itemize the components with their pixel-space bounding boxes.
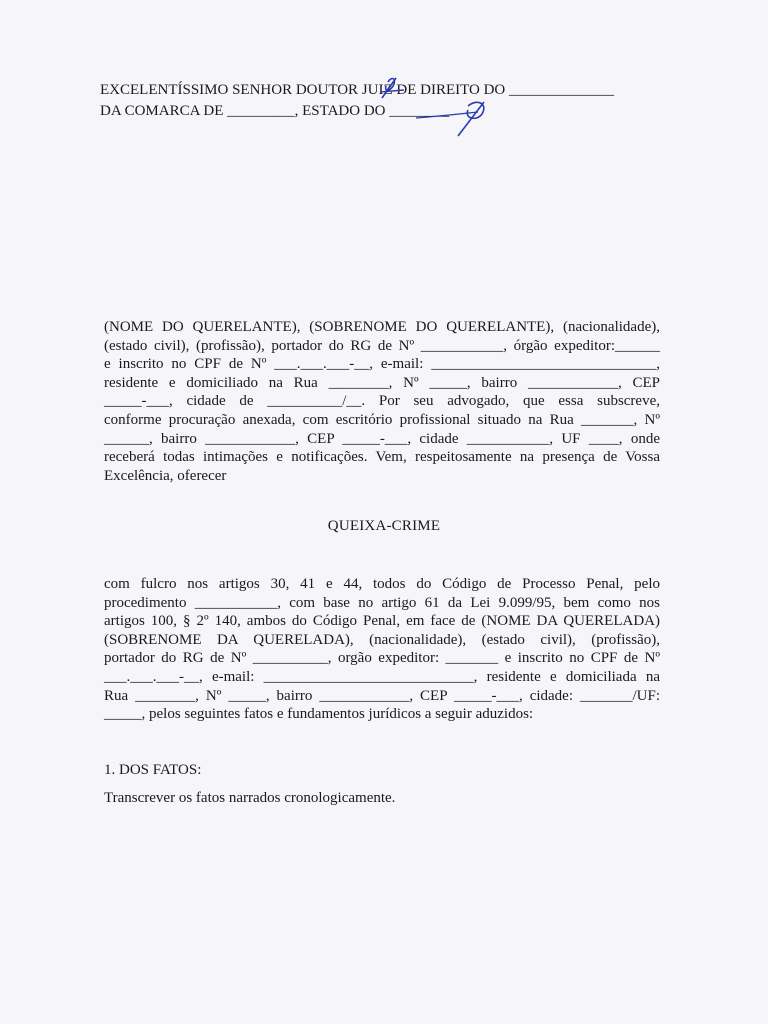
paragraph-line: conforme procuração anexada, com escritório profissional situado na Rua _______, Nº	[104, 411, 660, 428]
document-header	[100, 80, 660, 122]
paragraph-line: (estado civil), (profissão), portador do RG de Nº ___________, órgão expeditor:______	[104, 337, 660, 354]
paragraph-line: procedimento ___________, com base no artigo 61 da Lei 9.099/95, bem como nos	[104, 594, 660, 611]
paragraph-line: _____-___, cidade de __________/__. Por seu advogado, que essa subscreve,	[104, 393, 660, 410]
paragraph-line: artigos 100, § 2º 140, ambos do Código Penal, em face de (NOME DA QUERELADA)	[104, 613, 660, 630]
paragraph-line: ______, bairro ____________, CEP _____-___, cidade ___________, UF ____, onde	[104, 430, 660, 447]
paragraph-line: portador do RG de Nº __________, orgão expeditor: _______ e inscrito no CPF de Nº	[104, 650, 660, 667]
paragraph-line: ___.___.___-__, e-mail: ____________________________, residente e domiciliada na	[104, 668, 660, 685]
paragraph-fundamentos	[104, 575, 660, 724]
document-title: QUEIXA-CRIME	[327, 518, 441, 534]
paragraph-line: Excelência, oferecer	[104, 467, 227, 484]
paragraph-line: (NOME DO QUERELANTE), (SOBRENOME DO QUERELANTE), (nacionalidade),	[104, 319, 660, 335]
paragraph-querelante	[104, 318, 660, 485]
paragraph-line: receberá todas intimações e notificações. Vem, respeitosamente na presença de Vossa	[104, 449, 660, 466]
section-text-fatos: Transcrever os fatos narrados cronologicamente.	[104, 790, 396, 806]
header-line-2: DA COMARCA DE _________, ESTADO DO ________	[100, 103, 450, 119]
paragraph-line: e inscrito no CPF de Nº ___.___.___-__, e-mail: ______________________________,	[104, 356, 660, 373]
section-heading-fatos: 1. DOS FATOS:	[104, 762, 202, 778]
paragraph-line: com fulcro nos artigos 30, 41 e 44, todos do Código de Processo Penal, pelo	[104, 576, 660, 592]
paragraph-line: _____, pelos seguintes fatos e fundamentos jurídicos a seguir aduzidos:	[104, 706, 534, 723]
paragraph-line: Rua ________, Nº _____, bairro ____________, CEP _____-___, cidade: _______/UF:	[104, 687, 660, 704]
paragraph-line: residente e domiciliado na Rua ________, Nº _____, bairro ____________, CEP	[104, 374, 660, 391]
header-line-1: EXCELENTÍSSIMO SENHOR DOUTOR JUIZ DE DIREITO DO ______________	[100, 82, 615, 98]
paragraph-line: (SOBRENOME DA QUERELADA), (nacionalidade), (estado civil), (profissão),	[104, 631, 660, 648]
